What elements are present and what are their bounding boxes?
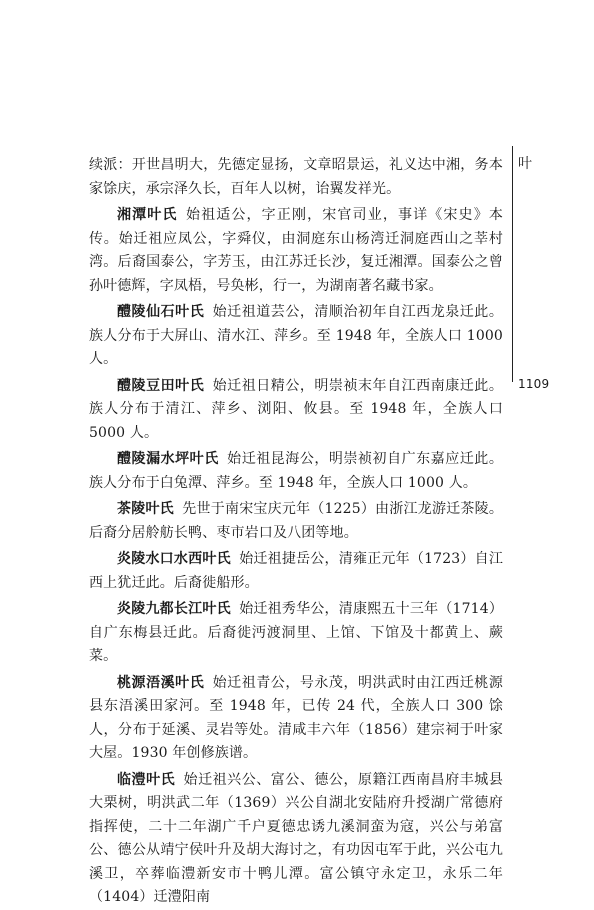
entry-text: 始迁祖秀华公，清康熙五十三年（1714）自广东梅县迁此。后裔徙沔渡洞里、上馆、下馆及十都黄上、蕨菜。 [89, 601, 503, 664]
page-number: 1109 [518, 377, 550, 391]
entry-yanling-jiudu [89, 598, 503, 669]
entry-liling-doutian [89, 375, 503, 446]
section-tab: 叶 [518, 156, 532, 172]
entry-heading: 醴陵豆田叶氏 [117, 377, 205, 394]
entry-heading: 湘潭叶氏 [117, 207, 178, 223]
entry-heading: 炎陵水口水西叶氏 [117, 551, 231, 567]
body-text [89, 154, 503, 910]
paragraph-continued [89, 154, 503, 201]
entry-liling-loushuiping [89, 448, 503, 495]
entry-heading: 桃源浯溪叶氏 [117, 674, 205, 691]
margin-rule [512, 146, 513, 382]
entry-text: 始迁祖兴公、富公、德公，原籍江西南昌府丰城县大栗树，明洪武二年（1369）兴公自湖北安陆府升授湖广常德府指挥使，二十二年湖广千户夏德忠诱九溪洞蛮为寇，兴公与弟富公、德公从靖宁侯叶升及胡大海讨之，有功因屯军于此，兴公屯九溪卫，卒葬临澧新安市十鸭儿潭。富公镇守永定卫，永乐二年（1404）迁澧阳南 [89, 771, 503, 905]
entry-yanling-shuikou [89, 548, 503, 595]
entry-chaling [89, 498, 503, 545]
entry-heading: 炎陵九都长江叶氏 [117, 601, 231, 617]
entry-text: 先世于南宋宝庆元年（1225）由浙江龙游迁茶陵。后裔分居舲舫长鸭、枣市岩口及八团等地。 [89, 501, 503, 541]
entry-text: 始迁祖昆海公，明崇祯初自广东嘉应迁此。族人分布于白兔潭、萍乡。至 1948 年，全族人口 1000 人。 [89, 451, 503, 491]
entry-text: 始迁祖捷岳公，清雍正元年（1723）自江西上犹迁此。后裔徙船形。 [89, 551, 503, 591]
entry-text: 始迁祖日精公，明崇祯末年自江西南康迁此。族人分布于清江、萍乡、浏阳、攸县。至 1948 年，全族人口 5000 人。 [89, 377, 503, 441]
entry-taoyuan-wuxi [89, 672, 503, 766]
entry-heading: 临澧叶氏 [117, 771, 176, 788]
entry-text: 始迁祖青公，号永茂，明洪武时由江西迁桃源县东浯溪田家河。至 1948 年，已传 24 代，全族人口 300 馀人，分布于延溪、灵岩等处。清咸丰六年（1856）建宗祠于叶家大屋。1930 年创修族谱。 [89, 674, 503, 761]
paragraph-text: 续派：开世昌明大，先德定显扬，文章昭景运，礼义达中湘，务本家馀庆，承宗泽久长，百年人以树，诒翼发祥光。 [89, 157, 503, 197]
entry-linli [89, 769, 503, 910]
entry-text: 始迁祖道芸公，清顺治初年自江西龙泉迁此。族人分布于大屏山、清水江、萍乡。至 1948 年，全族人口 1000 人。 [89, 304, 503, 367]
entry-heading: 醴陵仙石叶氏 [117, 304, 205, 320]
entry-heading: 茶陵叶氏 [117, 501, 174, 517]
entry-heading: 醴陵漏水坪叶氏 [117, 451, 219, 467]
entry-text: 始祖适公，字正刚，宋官司业，事详《宋史》本传。始迁祖应凤公，字舜仪，由洞庭东山杨湾迁洞庭西山之莘村湾。后裔国泰公，字芳玉，由江苏迁长沙，复迁湘潭。国泰公之曾孙叶德辉，字凤梧，号奂彬，行一，为湖南著名藏书家。 [89, 207, 503, 294]
entry-liling-xianshi [89, 301, 503, 372]
entry-xiangtan [89, 204, 503, 298]
